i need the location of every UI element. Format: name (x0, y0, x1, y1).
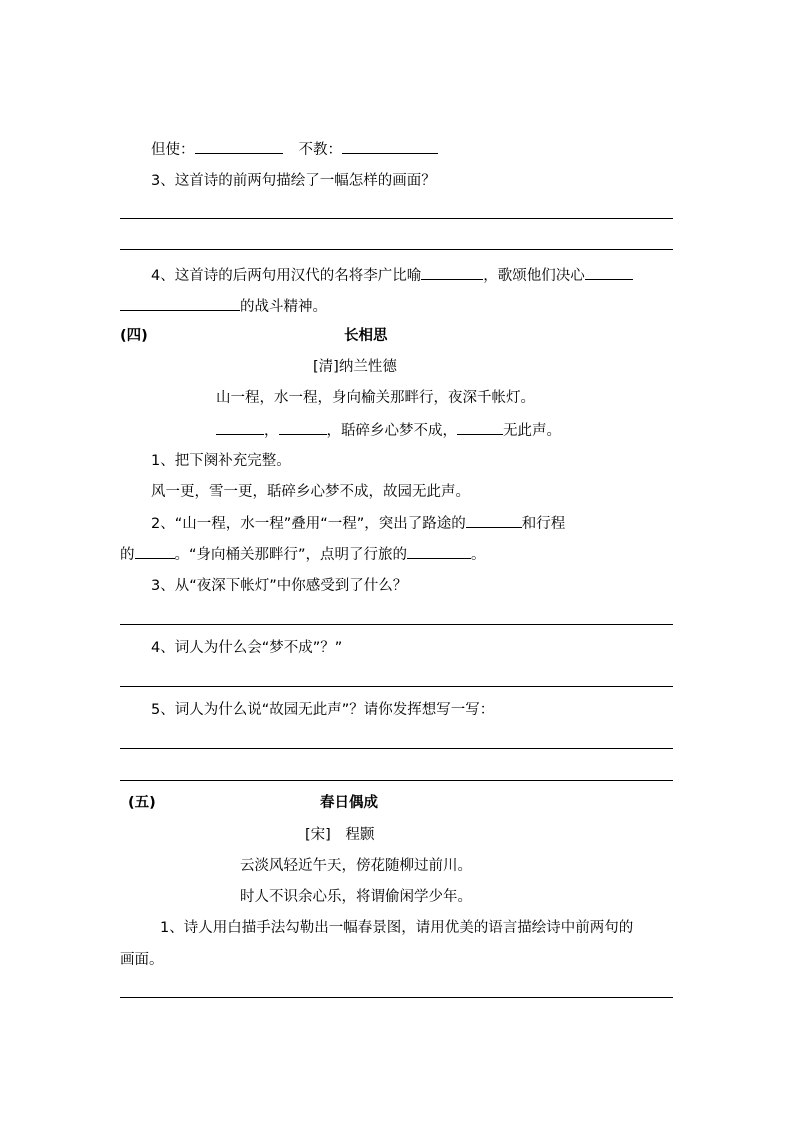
question-s4-5: 5、词人为什么说“故园无此声”？请你发挥想写一写： (151, 702, 495, 718)
blank[interactable] (279, 420, 327, 435)
section-number-4: (四) (120, 328, 148, 344)
question-s5-1-cont: 画面。 (120, 952, 164, 968)
label-danshi: 但使： (151, 142, 195, 158)
poem-author: [宋] 程颢 (305, 827, 375, 843)
question-text: ，歌颂他们决心 (483, 268, 585, 284)
question-text: 。 (471, 547, 486, 563)
question-text: 的战斗精神。 (240, 299, 327, 315)
question-s4-3: 3、从“夜深下帐灯”中你感受到了什么？ (151, 578, 408, 594)
blank-danshi[interactable] (195, 139, 283, 154)
poem-title-changxiangsi: 长相思 (344, 328, 388, 344)
question-s4-2-cont (120, 544, 486, 565)
blank[interactable] (407, 544, 471, 559)
blank[interactable] (135, 544, 175, 559)
blank[interactable] (457, 420, 503, 435)
question-s3-4 (151, 265, 633, 286)
poem-text: ，聒碎乡心梦不成， (326, 423, 457, 439)
fill-line-danshi-bujiao (151, 139, 438, 160)
blank[interactable] (585, 265, 633, 280)
question-s4-4: 4、词人为什么会“梦不成”？” (151, 640, 343, 656)
answer-line[interactable] (120, 780, 673, 781)
poem-text: 无此声。 (503, 423, 561, 439)
answer-line[interactable] (120, 249, 673, 250)
question-s4-1-answer: 风一更，雪一更，聒碎乡心梦不成，故园无此声。 (151, 484, 470, 500)
blank[interactable] (216, 420, 264, 435)
poem-line-1: 山一程，水一程，身向榆关那畔行，夜深千帐灯。 (216, 390, 535, 406)
answer-line[interactable] (120, 997, 673, 998)
question-s4-1: 1、把下阕补充完整。 (151, 453, 291, 469)
poem-author: [清]纳兰性德 (313, 359, 397, 375)
question-text: 。“身向桶关那畔行”，点明了行旅的 (174, 547, 408, 563)
answer-line[interactable] (120, 218, 673, 219)
question-text: 和行程 (521, 516, 566, 532)
question-s5-1: 1、诗人用白描手法勾勒出一幅春景图，请用优美的语言描绘诗中前两句的 (160, 920, 634, 936)
question-text: 4、这首诗的后两句用汉代的名将李广比喻 (151, 268, 422, 284)
label-bujiao: 不教： (298, 142, 342, 158)
section-number-5: (五) (128, 795, 156, 811)
question-text: 的 (120, 547, 135, 563)
question-s3-3: 3、这首诗的前两句描绘了一幅怎样的画面？ (151, 173, 436, 189)
blank-bujiao[interactable] (342, 139, 438, 154)
poem-line-2 (216, 420, 561, 441)
answer-line[interactable] (120, 686, 673, 687)
blank[interactable] (466, 513, 522, 528)
poem-title-chunriouchen: 春日偶成 (320, 795, 378, 811)
poem-text: ， (264, 423, 279, 439)
blank[interactable] (120, 296, 240, 311)
question-s4-2 (151, 513, 565, 534)
question-text: 2、“山一程，水一程”叠用“一程”，突出了路途的 (151, 516, 466, 532)
question-s3-4-cont (120, 296, 327, 317)
poem-line-1: 云淡风轻近午天，傍花随柳过前川。 (240, 858, 472, 874)
blank[interactable] (421, 265, 483, 280)
poem-line-2: 时人不识余心乐，将谓偷闲学少年。 (240, 889, 472, 905)
answer-line[interactable] (120, 624, 673, 625)
answer-line[interactable] (120, 748, 673, 749)
